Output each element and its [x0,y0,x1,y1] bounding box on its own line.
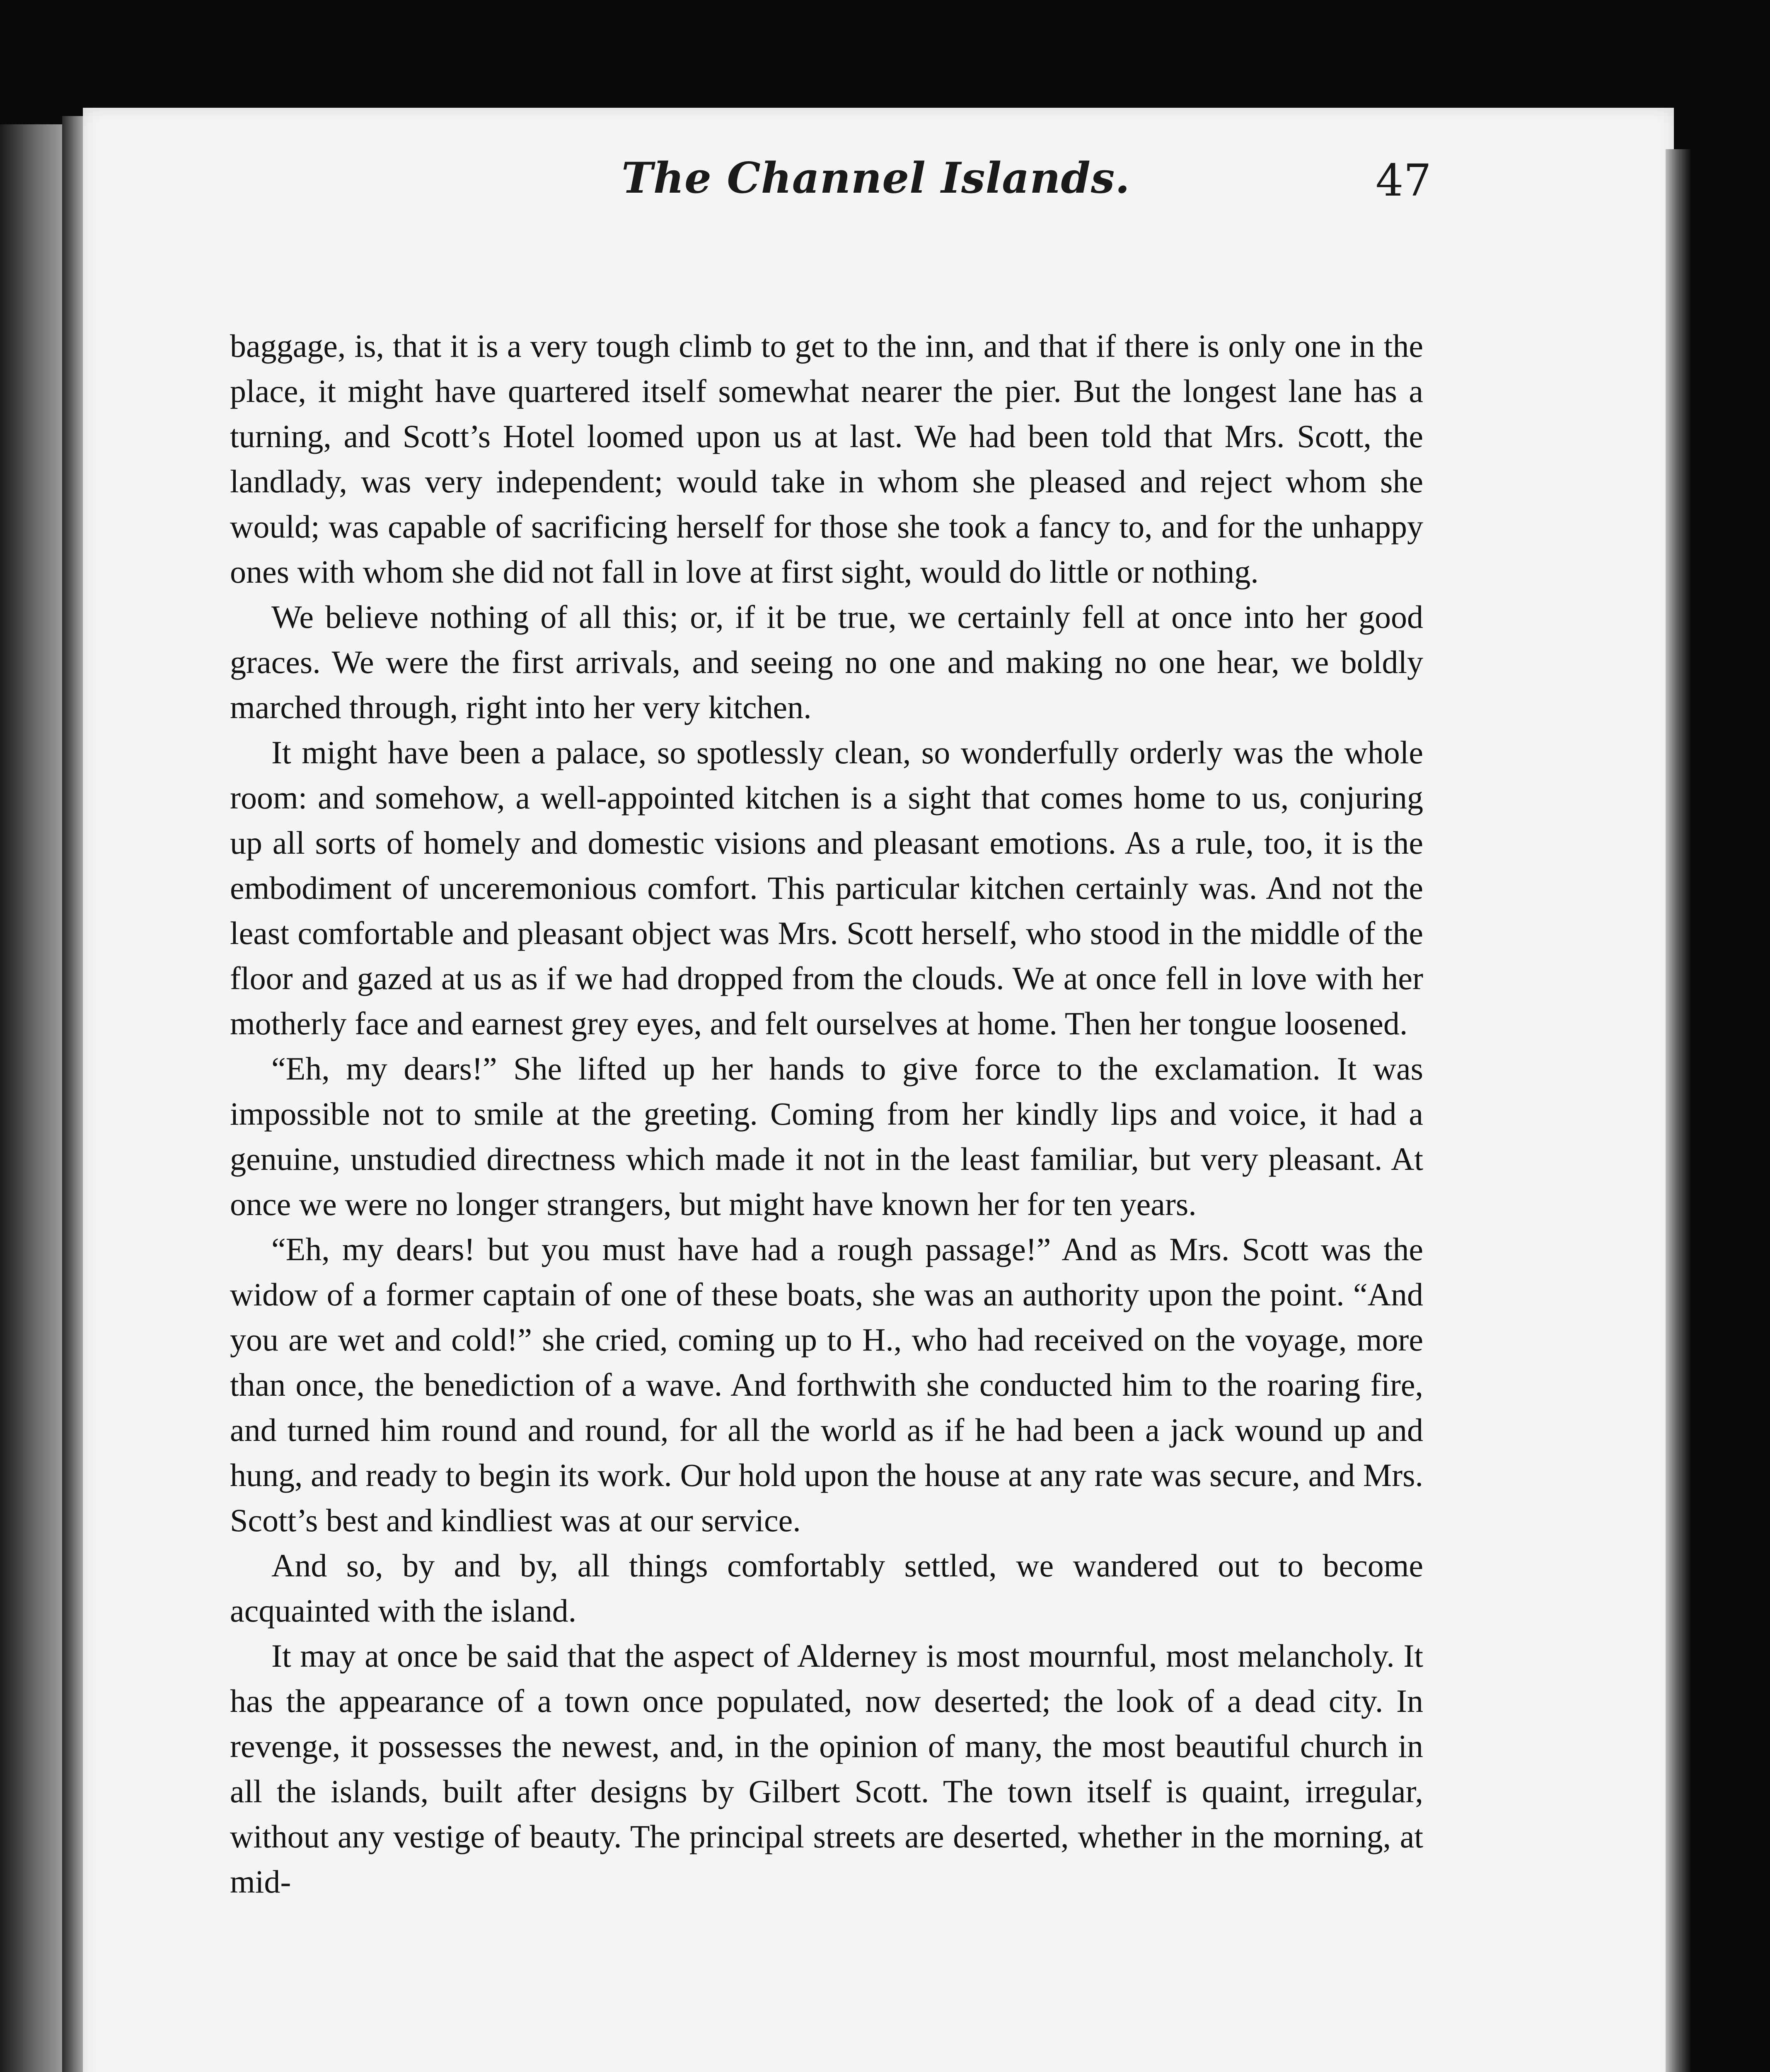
paragraph: And so, by and by, all things comfortably settled, we wandered out to become acquainted with the island. [230,1547,1423,1629]
running-title: The Channel Islands. [621,153,1130,203]
paragraph: “Eh, my dears!” She lifted up her hands to give force to the exclamation. It was impossible not to smile at the greeting. Coming from her kindly lips and voice, it had a genuine, unstudied directness which made it not in the least familiar, but very pleasant. At once we were no longer strangers, but might have known her for ten years. [230,1051,1423,1222]
paragraph: It might have been a palace, so spotlessly clean, so wonderfully orderly was the whole room: and somehow, a well-appointed kitchen is a sight that comes home to us, conjuring up all sorts of homely and domestic visions and pleasant emotions. As a rule, too, it is the embodiment of unceremonious comfort. This particular kitchen certainly was. And not the least comfortable and pleasant object was Mrs. Scott herself, who stood in the middle of the floor and gazed at us as if we had dropped from the clouds. We at once fell in love with her motherly face and earnest grey eyes, and felt ourselves at home. Then her tongue loosened. [230,734,1423,1041]
body-text [230,323,1423,1904]
paragraph: It may at once be said that the aspect of Alderney is most mournful, most melancholy. It has the appearance of a town once populated, now deserted; the look of a dead city. In revenge, it possesses the newest, and, in the opinion of many, the most beautiful church in all the islands, built after designs by Gilbert Scott. The town itself is quaint, irregular, without any vestige of beauty. The principal streets are deserted, whether in the morning, at mid- [230,1638,1423,1900]
left-page-edge [0,124,62,2072]
right-page-edge [1666,149,1690,2072]
page-number: 47 [1376,155,1431,206]
paragraph: We believe nothing of all this; or, if it be true, we certainly fell at once into her good graces. We were the first arrivals, and seeing no one and making no one hear, we boldly marched through, right into her very kitchen. [230,599,1423,725]
running-head [0,153,1770,236]
paragraph: “Eh, my dears! but you must have had a rough passage!” And as Mrs. Scott was the widow of a former captain of one of these boats, she was an authority upon the point. “And you are wet and cold!” she cried, coming up to H., who had received on the voyage, more than once, the benediction of a wave. And forthwith she conducted him to the roaring fire, and turned him round and round, for all the world as if he had been a jack wound up and hung, and ready to begin its work. Our hold upon the house at any rate was secure, and Mrs. Scott’s best and kindliest was at our service. [230,1231,1423,1538]
paragraph-continuation: baggage, is, that it is a very tough climb to get to the inn, and that if there is only one in the place, it might have quartered itself somewhat nearer the pier. But the longest lane has a turning, and Scott’s Hotel loomed upon us at last. We had been told that Mrs. Scott, the landlady, was very independent; would take in whom she pleased and reject whom she would; was capable of sacrificing herself for those she took a fancy to, and for the unhappy ones with whom she did not fall in love at first sight, would do little or nothing. [230,328,1423,590]
